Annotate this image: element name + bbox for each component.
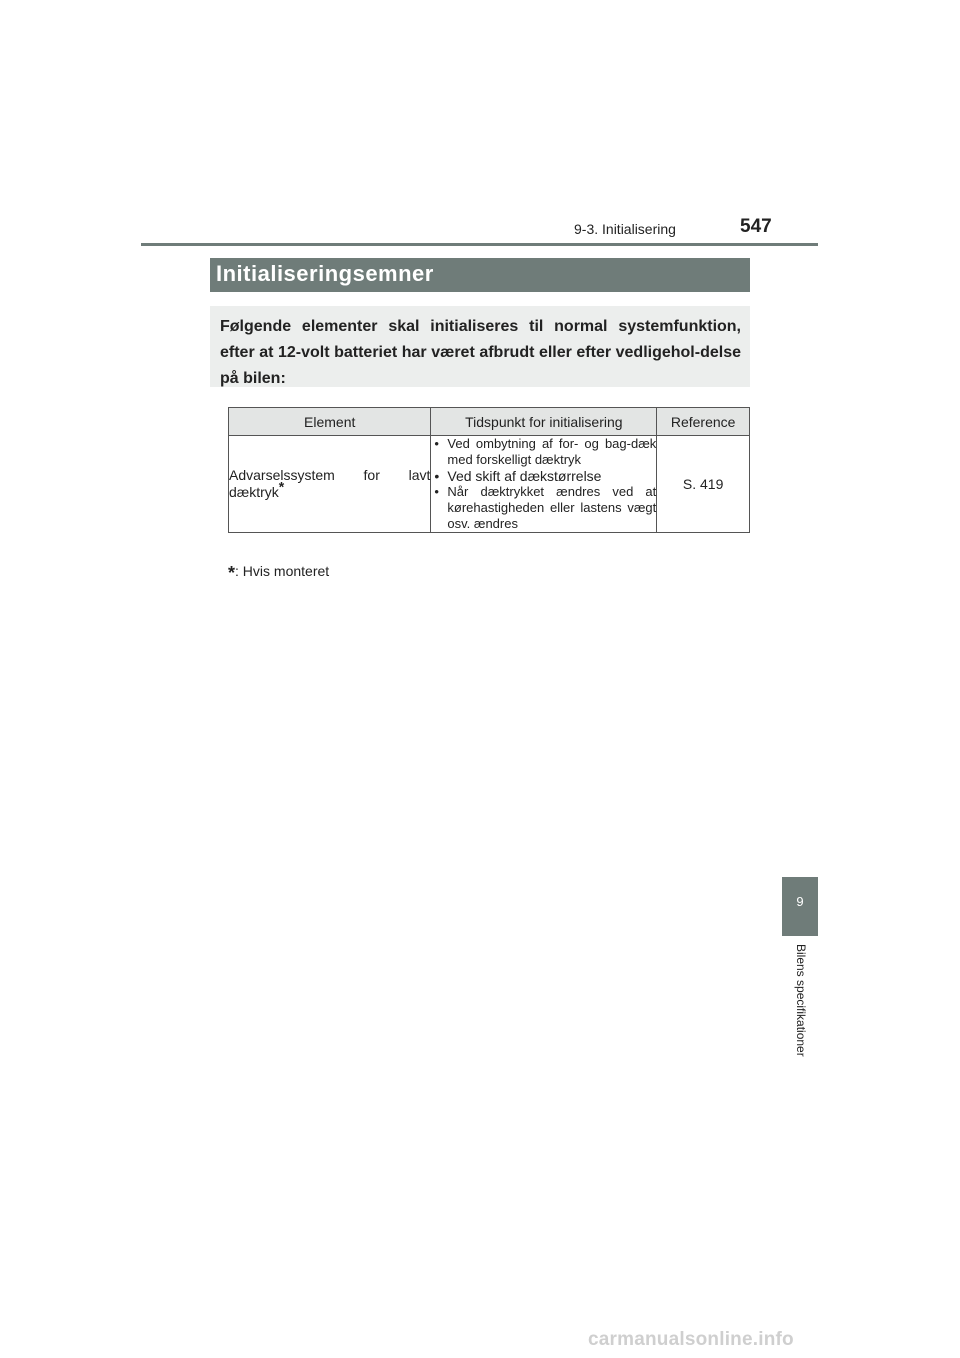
column-header-timing: Tidspunkt for initialisering <box>431 408 657 436</box>
section-title: Initialiseringsemner <box>210 258 750 292</box>
footnote-mark: * <box>228 563 236 583</box>
element-line-2 <box>229 478 430 501</box>
column-header-reference: Reference <box>657 408 750 436</box>
footnote <box>228 560 329 581</box>
timing-item: • Ved skift af dækstørrelse <box>431 468 656 484</box>
element-cell <box>229 436 431 533</box>
watermark: carmanualsonline.info <box>588 1329 794 1350</box>
element-word: dæktryk <box>229 484 279 500</box>
initialization-table <box>228 407 750 533</box>
footnote-text: : Hvis monteret <box>235 563 330 579</box>
chapter-label: Bilens specifikationer <box>794 944 808 1057</box>
page-number: 547 <box>740 216 772 237</box>
timing-item: • Når dæktrykket ændres ved at kørehastigheden eller lastens vægt osv. ændres <box>431 484 656 532</box>
header-divider <box>141 243 818 246</box>
header-section-title: 9-3. Initialisering <box>574 221 676 237</box>
timing-cell <box>431 436 657 533</box>
element-word: Advarselssystem <box>229 467 335 483</box>
footnote-mark: * <box>278 478 285 495</box>
table-header-row <box>229 408 750 436</box>
element-word: lavt <box>408 467 431 483</box>
intro-text: Følgende elementer skal initialiseres til normal systemfunktion, efter at 12-volt batteriet har været afbrudt eller efter vedligehol-delse på bilen: <box>210 306 750 387</box>
table-row <box>229 436 750 533</box>
chapter-tab: 9 <box>782 877 818 936</box>
column-header-element: Element <box>229 408 431 436</box>
reference-cell: S. 419 <box>657 436 750 533</box>
element-line-1 <box>229 467 430 484</box>
element-word: for <box>363 467 380 483</box>
timing-item: • Ved ombytning af for- og bag-dæk med forskelligt dæktryk <box>431 436 656 468</box>
